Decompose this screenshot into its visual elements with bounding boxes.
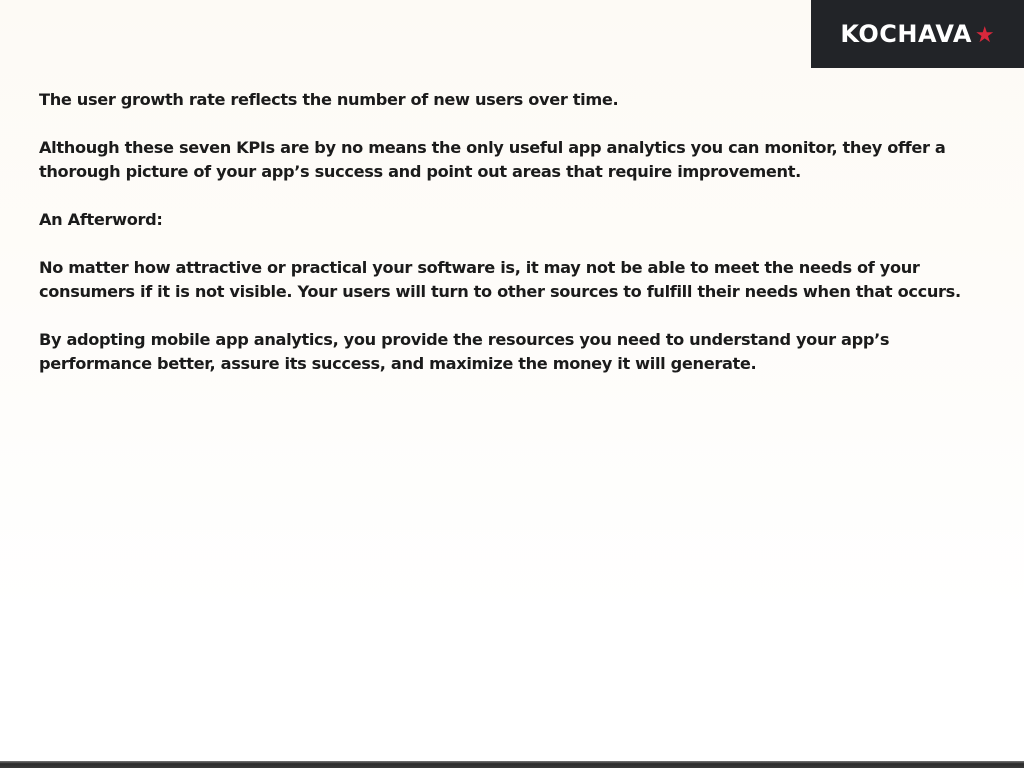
document-body [39,88,999,400]
paragraph-kpis-summary: Although these seven KPIs are by no means the only useful app analytics you can monitor, they offer a thorough picture of your app’s success and point out areas that require improvement. [39,138,946,181]
section-heading-afterword: An Afterword: [39,210,163,229]
bottom-divider [0,761,1024,768]
star-icon: ★ [974,22,995,48]
paragraph-user-growth: The user growth rate reflects the number of new users over time. [39,90,619,109]
paragraph-visibility: No matter how attractive or practical your software is, it may not be able to meet the needs of your consumers if it is not visible. Your users will turn to other sources to fulfill their needs when that occurs. [39,258,961,301]
paragraph-adopting-analytics: By adopting mobile app analytics, you provide the resources you need to understand your app’s performance better, assure its success, and maximize the money it will generate. [39,330,890,373]
logo-text: KOCHAVA [840,20,972,48]
kochava-logo [811,0,1024,68]
